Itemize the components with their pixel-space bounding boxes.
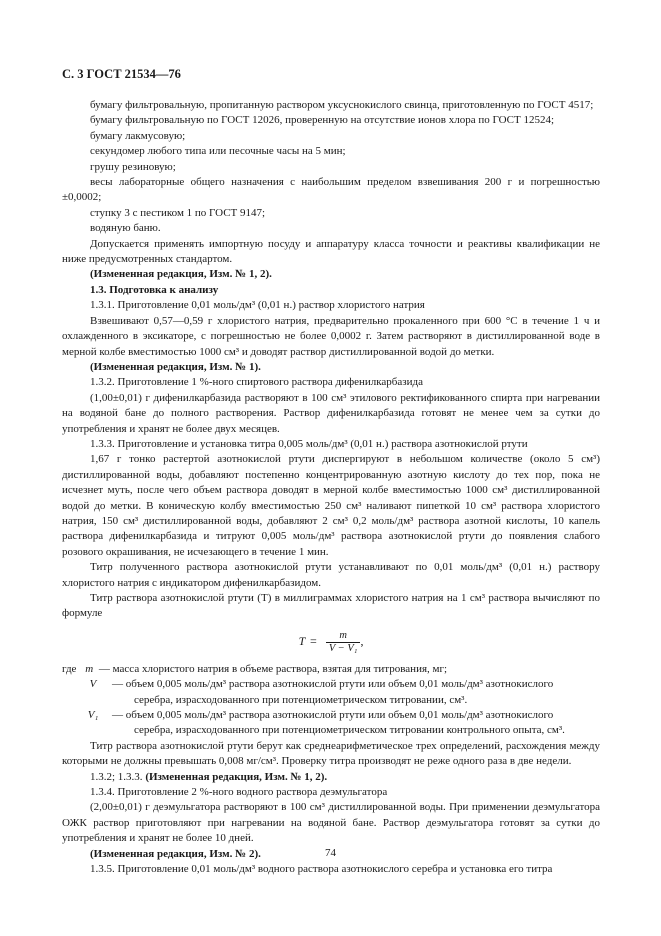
edition-note-line	[62, 770, 600, 785]
symbol-v: V	[89, 678, 97, 691]
definition-text-cont: серебра, израсходованного при потенциометрическом титровании, см³.	[134, 693, 468, 706]
definition-text: — объем 0,005 моль/дм³ раствора азотнокислой ртути или объем 0,01 моль/дм³ азотнокислого	[112, 678, 554, 691]
definition-m	[62, 662, 600, 677]
list-item: бумагу фильтровальную по ГОСТ 12026, проверенную на отсутствие ионов хлора по ГОСТ 12524;	[90, 114, 555, 127]
formula-fraction	[326, 629, 364, 655]
paragraph: Титр полученного раствора азотнокислой ртути устанавливают по 0,01 моль/дм³ (0,01 н.) раствору хлористого натрия с индикатором дифенилкарбазидом.	[62, 561, 600, 589]
definition-v	[62, 677, 600, 708]
paragraph: (1,00±0,01) г дифенилкарбазида растворяют в 100 см³ этилового ректификованного спирта при нагревании на водяной бане до полного растворения. Раствор дифенилкарбазида готовят не менее чем за сутки до употребления и хранят не более двух месяцев.	[62, 391, 600, 435]
subsection-title: 1.3.2. Приготовление 1 %-ного спиртового раствора дифенилкарбазида	[90, 376, 423, 389]
paragraph: Взвешивают 0,57—0,59 г хлористого натрия, предварительно прокаленного при 600 °С в течение 1 ч и охлажденного в эксикаторе, с погрешностью не более 0,0002 г. Затем растворяют в дистиллированной воде в мерной колбе вместимостью 1000 см³ и доводят раствор дистиллированной водой до метки.	[62, 314, 600, 358]
formula-comma: ,	[360, 633, 364, 648]
page-header: С. 3 ГОСТ 21534—76	[62, 67, 181, 81]
list-item: секундомер любого типа или песочные часы на 5 мин;	[90, 145, 346, 158]
subsection-title: 1.3.5. Приготовление 0,01 моль/дм³ водного раствора азотнокислого серебра и установка его титра	[90, 863, 553, 876]
edition-note: (Измененная редакция, Изм. № 1).	[90, 360, 261, 373]
paragraph: (2,00±0,01) г деэмульгатора растворяют в 100 см³ дистиллированной воды. При применении деэмульгатора ОЖК раствор приготовляют при нагревании на водяной бане. Раствор деэмульгатора готовят за сутки до употребления и хранят не более 10 дней.	[62, 801, 600, 845]
definition-text: — объем 0,005 моль/дм³ раствора азотнокислой ртути или объем 0,01 моль/дм³ азотнокислого	[112, 709, 554, 722]
paragraph: 1,67 г тонко растертой азотнокислой ртути диспергируют в небольшом количестве (около 5 см³) дистиллированной воды, добавляют постепенно концентрированную азотную кислоту до тех пор, пока не исчезнет муть, после чего объем раствора доводят в мерной колбе вместимостью 1000 см³ дистиллированной водой до метки. В коническую колбу вместимостью 250 см³ наливают пипеткой 10 см³ раствора хлористого натрия, 150 см³ дистиллированной воды, добавляют 2 см³ 0,2 моль/дм³ раствора азотной кислоты, 10 капель раствора дифенилкарбазида и титруют 0,005 моль/дм³ раствора азотнокислой ртути до появления слабого розового окрашивания, не исчезающего в течение 1 мин.	[62, 453, 600, 558]
list-item: весы лабораторные общего назначения с наибольшим пределом взвешивания 200 г и погрешностью ±0,0002;	[62, 176, 600, 204]
list-item: водяную баню.	[90, 222, 161, 235]
subsection-title: 1.3.4. Приготовление 2 %-ного водного раствора деэмульгатора	[90, 786, 388, 799]
section-heading: 1.3. Подготовка к анализу	[90, 283, 219, 296]
subsection-title: 1.3.1. Приготовление 0,01 моль/дм³ (0,01 н.) раствор хлористого натрия	[90, 299, 425, 312]
edition-note: (Измененная редакция, Изм. № 2).	[90, 847, 261, 860]
definition-text: — масса хлористого натрия в объеме раствора, взятая для титрования, мг;	[98, 662, 448, 675]
definition-text-cont: серебра, израсходованного при потенциометрическом титровании контрольного опыта, см³.	[134, 724, 565, 737]
symbol-v1: V₁	[87, 709, 99, 722]
edition-note: (Измененная редакция, Изм. № 1, 2).	[90, 268, 272, 281]
paragraph: Титр раствора азотнокислой ртути (T) в миллиграммах хлористого натрия на 1 см³ раствора вычисляют по формуле	[62, 592, 600, 620]
page-number: 74	[325, 847, 336, 859]
list-item: грушу резиновую;	[90, 160, 176, 173]
subsection-title: 1.3.3. Приготовление и установка титра 0,005 моль/дм³ (0,01 н.) раствора азотнокислой ртути	[90, 437, 528, 450]
document-page	[62, 66, 600, 878]
paragraph: Допускается применять импортную посуду и аппаратуру класса точности и реактивы квалификации не ниже предусмотренных стандартом.	[62, 237, 600, 266]
paragraph: Титр раствора азотнокислой ртути берут как среднеарифметическое трех определений, расхождения между которыми не должны превышать 0,008 мг/см³. Проверку титра производят не реже одного раза в две недели.	[62, 739, 600, 768]
list-item: ступку 3 с пестиком 1 по ГОСТ 9147;	[90, 206, 266, 219]
edition-note: (Измененная редакция, Изм. № 1, 2).	[145, 770, 328, 783]
formula	[62, 628, 600, 654]
formula-lhs: T	[298, 633, 306, 648]
edition-prefix: 1.3.2; 1.3.3.	[90, 770, 143, 783]
list-item: бумагу фильтровальную, пропитанную раствором уксуснокислого свинца, приготовленную по ГОСТ 4517;	[90, 99, 594, 111]
list-item: бумагу лакмусовую;	[90, 129, 186, 142]
definition-v1	[62, 708, 600, 739]
formula-equals: =	[310, 633, 317, 648]
formula-numerator: m	[326, 630, 361, 643]
where-word: где	[62, 662, 77, 675]
formula-denominator: V − V₁	[328, 642, 358, 654]
symbol-m: m	[85, 662, 94, 675]
